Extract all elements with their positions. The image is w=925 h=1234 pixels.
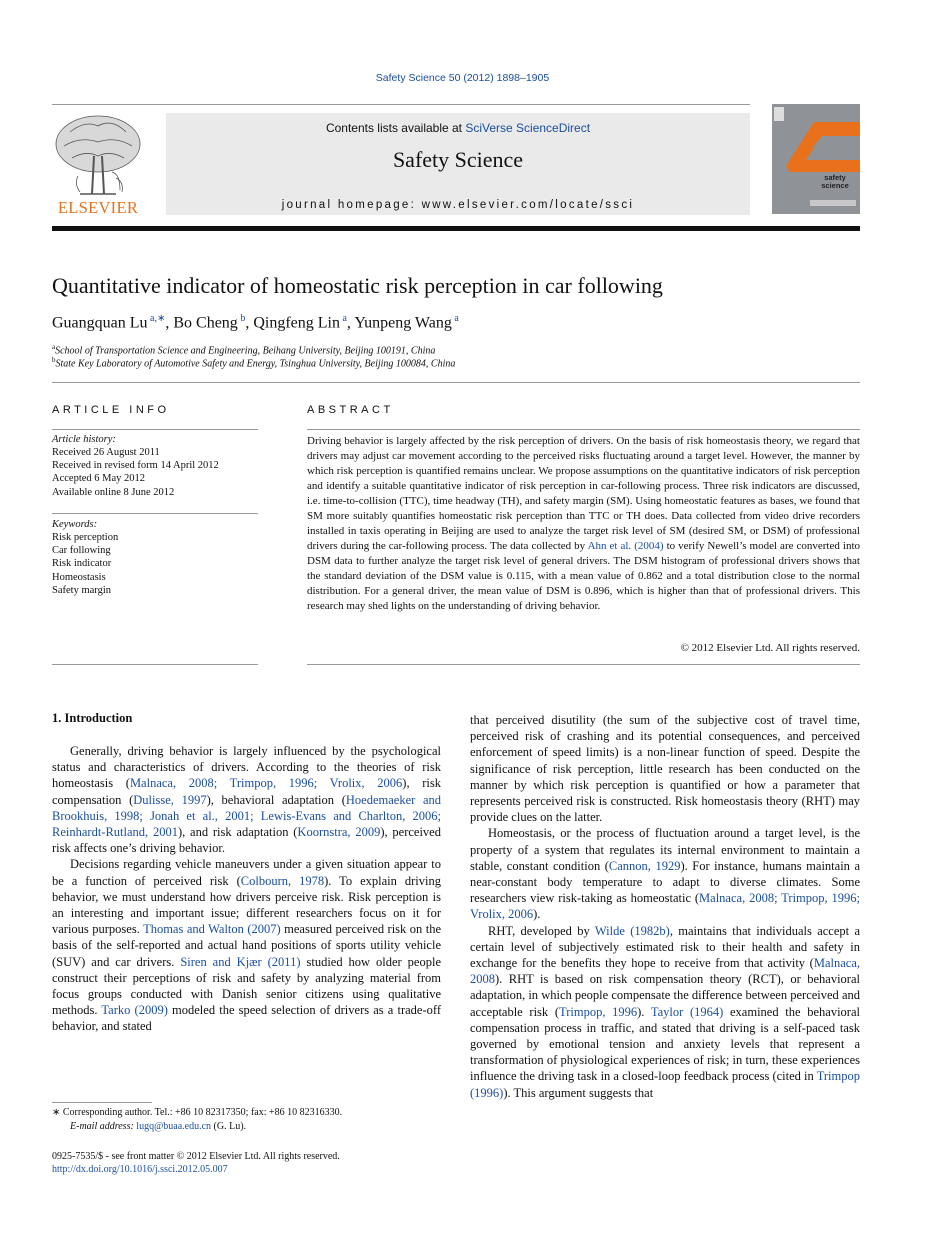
email-suffix: (G. Lu). [211, 1121, 247, 1132]
affiliation-marker[interactable]: a [451, 313, 459, 324]
author-name: Qingfeng Lin [253, 314, 340, 332]
keywords-label: Keywords: [52, 519, 98, 530]
history-revised: Received in revised form 14 April 2012 [52, 460, 219, 471]
text-run: Homeostasis, or the process of fluctuation around a target level, is the property of a system that regulates its internal environment to maintain a stable, constant condition ( [470, 826, 860, 873]
text-run: ). To explain driving behavior, we must understand how drivers perceive risk. Risk perception is an interesting and important issue; different researchers focus on it for various purposes. [52, 873, 441, 937]
sciencedirect-link[interactable]: SciVerse ScienceDirect [465, 121, 591, 135]
history-online: Available online 8 June 2012 [52, 487, 175, 498]
email-label: E-mail address: [70, 1121, 137, 1132]
keyword: Homeostasis [52, 572, 106, 583]
paragraph [52, 743, 441, 856]
abstract-rule [307, 429, 860, 430]
doi-link[interactable]: http://dx.doi.org/10.1016/j.ssci.2012.05.007 [52, 1164, 228, 1175]
affiliation-a: $^a$School of Transportation Science and Engineering, Beihang University, Beijing 100191, China [52, 343, 436, 357]
section-heading-introduction: 1. Introduction [52, 711, 133, 725]
journal-homepage[interactable]: journal homepage: www.elsevier.com/locate/ssci [281, 199, 635, 211]
author-list: Guangquan Lu $^{a,∗}$, Bo Cheng $^b$, Qingfeng Lin $^a$, Yunpeng Wang $^a$ [52, 313, 459, 332]
citation-link[interactable]: Wilde (1982b) [594, 923, 670, 938]
history-label: Article history: [52, 434, 116, 445]
body-column-right [470, 712, 860, 1101]
header-thick-rule [52, 226, 860, 231]
paragraph [52, 856, 441, 1034]
journal-cover [772, 104, 860, 214]
citation-link[interactable]: Malnaca, 2008; Trimpop, 1996; Vrolix, 2006 [129, 776, 403, 791]
text-run: ). RHT is based on risk compensation theory (RCT), or behavioral adaptation, in which people compensate the difference between perceived and acceptable risk ( [470, 972, 860, 1019]
citation-link[interactable]: Tarko (2009) [101, 1003, 168, 1018]
keyword: Risk indicator [52, 558, 112, 569]
email-note [70, 1120, 246, 1134]
citation-link[interactable]: Ahn et al. (2004) [587, 540, 664, 552]
body-column-left [52, 743, 441, 1035]
author-name: Guangquan Lu [52, 314, 148, 332]
history-accepted: Accepted 6 May 2012 [52, 473, 146, 484]
keyword: Car following [52, 545, 111, 556]
citation-link[interactable]: Thomas and Walton (2007) [143, 922, 281, 937]
text-run: RHT, developed by [488, 923, 595, 938]
author-name: Yunpeng Wang [354, 314, 452, 332]
issn-line: 0925-7535/$ - see front matter © 2012 Elsevier Ltd. All rights reserved. [52, 1151, 340, 1162]
text-run: that perceived disutility (the sum of the subjective cost of travel time, perceived risk of crashing and its potential consequences, and perceived enforcement of speed limits) is a non-linear function of speed. Despite the significance of risk perception, little research has been conducted on the manner by which risk perception is quantified or how a parameter that represents perceived risk is constructed. Risk homeostasis theory (RHT) may provide clues on the latter. [470, 713, 860, 825]
paragraph [470, 712, 860, 825]
text-run: examined the behavioral compensation process in traffic, and stated that driving is a self-paced task governed by emotional tension and anxiety levels that represent a transformation of physiological experiences of risk; in turn, these experiences influence the driving task in a closed-loop feedback process (cited in [470, 1004, 860, 1084]
citation-link[interactable]: Taylor (1964) [650, 1004, 724, 1019]
text-run: measured perceived risk on the basis of the self-reported and actual hand positions of sports utility vehicle (SUV) and car drivers. [52, 922, 442, 969]
text-run: ), behavioral adaptation ( [206, 792, 346, 807]
contents-prefix: Contents lists available at [325, 121, 466, 135]
abstract-text [307, 434, 860, 614]
keyword: Safety margin [52, 585, 112, 596]
abstract-part: Driving behavior is largely affected by the risk perception of drivers. On the basis of risk homeostasis theory, we regard that drivers may adjust car movement according to the perceived risks fluctuating around a target level. However, the manner by which risk perception is quantified remains unclear. We propose assumptions on the quantitative indicators of risk perception and identify a suitable quantitative indicator of risk perception in car-following process. Three risk indicators are discussed, i.e. time-to-collision (TTC), time headway (TH), and safety margin (SM). Using homeostatic features as bases, we found that SM more suitably quantifies homeostatic risk perception than TTC or TH does. Data collected from video drive recorders installed in taxis operating in Beijing are used to analyze the target risk level of SM (desired SM, or DSM) of professional drivers during the car-following process. The data collected by [307, 435, 860, 552]
citation-link[interactable]: Koornstra, 2009 [297, 825, 381, 840]
journal-banner [166, 113, 750, 215]
article-info-heading: ARTICLE INFO [52, 404, 170, 416]
header-rule [52, 104, 750, 105]
text-run: ). This argument suggests that [503, 1085, 654, 1100]
keywords-rule [52, 513, 258, 514]
text-run: ), risk compensation ( [52, 776, 441, 807]
text-run: , maintains that individuals accept a certain level of subjectively estimated risk to their health and safety in exchange for the benefits they hope to receive from that activity ( [470, 923, 861, 971]
journal-reference[interactable]: Safety Science 50 (2012) 1898–1905 [375, 72, 550, 84]
text-run: ), perceived risk affects one’s driving behavior. [52, 825, 441, 856]
abstract-copyright: © 2012 Elsevier Ltd. All rights reserved. [680, 642, 860, 654]
text-run: ). [637, 1004, 651, 1019]
affiliation-marker[interactable]: a [339, 313, 347, 324]
citation-link[interactable]: Trimpop (1996) [470, 1069, 860, 1100]
article-info-rule [52, 429, 258, 430]
affiliation-b: $^b$State Key Laboratory of Automotive Safety and Energy, Tsinghua University, Beijing 100084, China [52, 356, 456, 370]
abstract-part: to verify Newell’s model are converted into DSM data to further analyze the target risk level of general drivers. The DSM histogram of professional drivers shows that the standard deviation of the DSM value is 0.115, with a mean value of 0.862 and a total distribution close to the normal distribution. For a general driver, the mean value of DSM is 0.896, which is higher than that of professional drivers. This research may shed lights on the understanding of driving behavior. [307, 540, 861, 612]
footnote-rule [52, 1102, 152, 1103]
citation-link[interactable]: Malnaca, 2008 [470, 956, 860, 987]
abstract-bottom-rule [307, 664, 860, 665]
article-title: Quantitative indicator of homeostatic risk perception in car following [52, 273, 663, 298]
citation-link[interactable]: Malnaca, 2008; Trimpop, 1996; Vrolix, 2006 [470, 891, 860, 922]
cover-label: safety science [821, 173, 849, 190]
contents-line [166, 121, 750, 135]
journal-title: Safety Science [392, 147, 524, 172]
text-run: studied how older people construct their perceptions of risk and safety by analyzing material from focus groups conducted with Danish senior citizens using qualitative methods. [52, 954, 442, 1018]
text-run: ). [533, 907, 541, 922]
article-info-bottom-rule [52, 664, 258, 665]
paragraph [470, 825, 860, 922]
text-run: ), and risk adaptation ( [177, 825, 298, 840]
text-run: ). For instance, humans maintain a near-constant body temperature to adapt to diverse climates. Some researchers view risk-taking as homeostatic ( [470, 858, 860, 906]
text-run: Decisions regarding vehicle maneuvers under a given situation appear to be a function of perceived risk ( [52, 857, 441, 888]
citation-link[interactable]: Cannon, 1929 [608, 858, 681, 873]
keyword: Risk perception [52, 532, 119, 543]
text-run: Generally, driving behavior is largely influenced by the psychological status and characteristics of drivers. According to the theories of risk homeostasis ( [52, 744, 441, 791]
citation-link[interactable]: Siren and Kjær (2011) [180, 954, 301, 969]
citation-link[interactable]: Colbourn, 1978 [240, 873, 325, 888]
text-run: modeled the speed selection of drivers as a trade-off behavior, and stated [52, 1003, 441, 1034]
author-name: Bo Cheng [173, 314, 238, 332]
email-link[interactable]: lugq@buaa.edu.cn [136, 1121, 212, 1132]
abstract-heading: ABSTRACT [307, 404, 394, 416]
history-received: Received 26 August 2011 [52, 447, 160, 458]
affiliation-marker[interactable]: b [237, 313, 246, 324]
citation-link[interactable]: Hoedemaeker and Brookhuis, 1998; Jonah et al., 2001; Lewis-Evans and Charlton, 2006; Reinhardt-Rutland, 2001 [52, 792, 442, 840]
citation-link[interactable]: Dulisse, 1997 [133, 792, 207, 807]
citation-link[interactable]: Trimpop, 1996 [559, 1004, 638, 1019]
affiliation-marker[interactable]: a,∗ [147, 313, 166, 324]
title-rule [52, 382, 860, 383]
cover-emblem-icon [772, 104, 860, 214]
paragraph [470, 923, 860, 1101]
corresponding-author-note: ∗ Corresponding author. Tel.: +86 10 82317350; fax: +86 10 82316330. [52, 1107, 343, 1118]
elsevier-wordmark: ELSEVIER [57, 198, 139, 217]
